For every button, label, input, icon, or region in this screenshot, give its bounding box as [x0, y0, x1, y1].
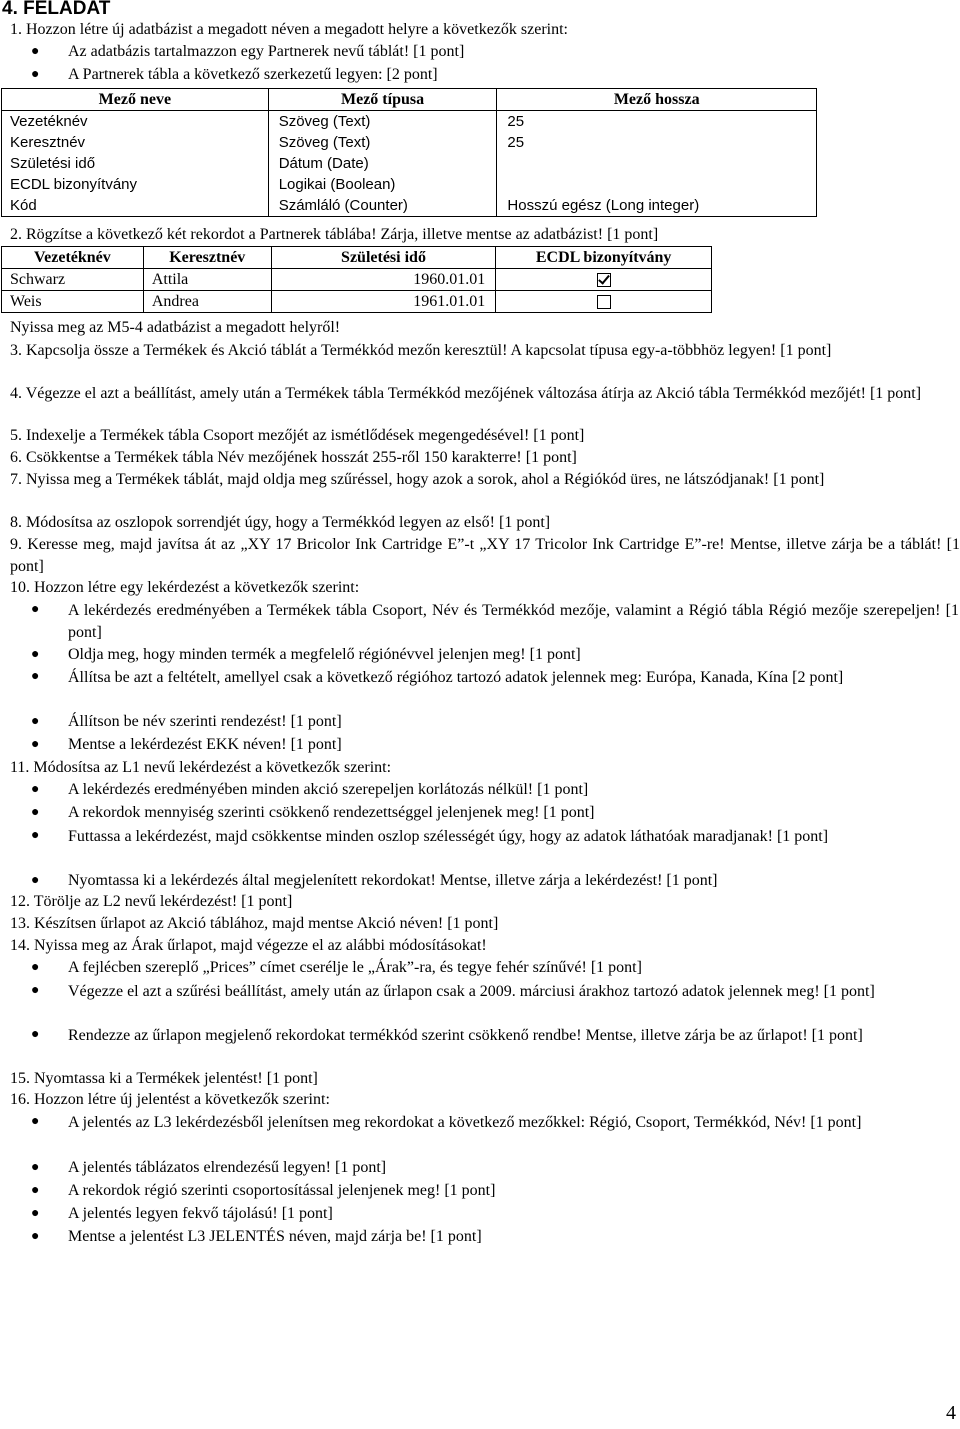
bullet-text: Állítson be név szerinti rendezést! [1 pont] — [68, 713, 342, 730]
bullet-text: Az adatbázis tartalmazzon egy Partnerek nevű táblát! [1 pont] — [68, 43, 465, 60]
item-5: 5. Indexelje a Termékek tábla Csoport mezőjét az ismétlődések megengedésével! [1 pont] — [10, 427, 585, 444]
bullet-text: A rekordok mennyiség szerinti csökkenő rendezettséggel jelenjenek meg! [1 pont] — [68, 804, 595, 821]
item-11: 11. Módosítsa az L1 nevű lekérdezést a következők szerint: — [10, 759, 392, 776]
bullet-text: Végezze el azt a szűrési beállítást, amely után az űrlapon csak a 2009. márciusi árakhoz tartozó adatok jelennek meg! [1 pont] — [68, 983, 875, 1000]
bullet-text: Mentse a jelentést L3 JELENTÉS néven, majd zárja be! [1 pont] — [68, 1228, 482, 1245]
field-type: Szöveg (Text) — [268, 132, 497, 153]
column-header: Mező típusa — [268, 89, 497, 111]
field-length: 25 — [497, 132, 817, 153]
bullet-text: Oldja meg, hogy minden termék a megfelelő régiónévvel jelenjen meg! [1 pont] — [68, 646, 581, 663]
bullet-icon: ● — [31, 1206, 40, 1221]
fields-table — [1, 88, 817, 217]
page-number: 4 — [946, 1402, 956, 1424]
bullet-icon: ● — [31, 828, 40, 843]
bullet-text: A Partnerek tábla a következő szerkezetű legyen: [2 pont] — [68, 66, 438, 83]
bullet-text: A jelentés táblázatos elrendezésű legyen! [1 pont] — [68, 1159, 387, 1176]
item-12: 12. Törölje az L2 nevű lekérdezést! [1 pont] — [10, 893, 293, 910]
checked-checkbox-icon — [597, 273, 611, 287]
ecdl-cell — [496, 269, 712, 291]
field-name: Születési idő — [2, 153, 269, 174]
unchecked-checkbox-icon — [597, 295, 611, 309]
bullet-text: A rekordok régió szerinti csoportosítással jelenjenek meg! [1 pont] — [68, 1182, 496, 1199]
field-type: Dátum (Date) — [268, 153, 497, 174]
item-8: 8. Módosítsa az oszlopok sorrendjét úgy, hogy a Termékkód legyen az első! [1 pont] — [10, 514, 551, 531]
field-type: Szöveg (Text) — [268, 111, 497, 133]
table-row — [2, 269, 712, 291]
field-name: ECDL bizonyítvány — [2, 174, 269, 195]
bullet-text: A jelentés legyen fekvő tájolású! [1 pont] — [68, 1205, 333, 1222]
bullet-icon: ● — [31, 602, 40, 617]
first-name-cell: Andrea — [143, 291, 271, 313]
item-4: 4. Végezze el azt a beállítást, amely után a Termékek tábla Termékkód mezőjének változása átírja az Akció tábla Termékkód mezőjét! [1 pont] — [10, 385, 922, 402]
item-6: 6. Csökkentse a Termékek tábla Név mezőjének hosszát 255-ről 150 karakterre! [1 pont] — [10, 449, 577, 466]
item-14: 14. Nyissa meg az Árak űrlapot, majd végezze el az alábbi módosításokat! — [10, 937, 487, 954]
open-database-note: Nyissa meg az M5-4 adatbázist a megadott helyről! — [10, 319, 341, 336]
field-length: 25 — [497, 111, 817, 133]
table-row — [2, 195, 817, 217]
item-2: 2. Rögzítse a következő két rekordot a Partnerek táblába! Zárja, illetve mentse az adatbázist! [1 pont] — [10, 226, 659, 243]
field-length — [497, 153, 817, 174]
table-header-row — [2, 89, 817, 111]
item-9: 9. Keresse meg, majd javítsa át az „XY 17 Bricolor Ink Cartridge E”-t „XY 17 Tricolor Ink Cartridge E”-re! Mentse, illetve zárja be a táblát! [1 pont] — [10, 536, 960, 575]
item-10: 10. Hozzon létre egy lekérdezést a következők szerint: — [10, 579, 360, 596]
bullet-text: A jelentés az L3 lekérdezésből jelenítsen meg rekordokat a következő mezőkkel: Régió, Csoport, Termékkód, Név! [1 pont] — [68, 1114, 862, 1131]
field-type: Számláló (Counter) — [268, 195, 497, 217]
field-length: Hosszú egész (Long integer) — [497, 195, 817, 217]
bullet-icon: ● — [31, 647, 40, 662]
bullet-icon: ● — [31, 1183, 40, 1198]
bullet-icon: ● — [31, 1027, 40, 1042]
records-table — [1, 246, 712, 313]
first-name-cell: Attila — [143, 269, 271, 291]
table-row — [2, 174, 817, 195]
bullet-text: Mentse a lekérdezést EKK néven! [1 pont] — [68, 736, 342, 753]
item-13: 13. Készítsen űrlapot az Akció táblához, majd mentse Akció néven! [1 pont] — [10, 915, 499, 932]
item-7: 7. Nyissa meg a Termékek táblát, majd oldja meg szűréssel, hogy azok a sorok, ahol a Régiókód üres, ne látszódjanak! [1 pont] — [10, 471, 825, 488]
ecdl-cell — [496, 291, 712, 313]
table-row — [2, 111, 817, 133]
column-header: Keresztnév — [143, 247, 271, 269]
birth-date-cell: 1960.01.01 — [271, 269, 496, 291]
table-row — [2, 132, 817, 153]
last-name-cell: Weis — [2, 291, 144, 313]
bullet-text: A fejlécben szereplő „Prices” címet cserélje le „Árak”-ra, és tegye fehér színűvé! [1 pont] — [68, 959, 642, 976]
table-row — [2, 291, 712, 313]
bullet-icon: ● — [31, 714, 40, 729]
item-16: 16. Hozzon létre új jelentést a következők szerint: — [10, 1091, 330, 1108]
bullet-icon: ● — [31, 44, 40, 59]
field-name: Vezetéknév — [2, 111, 269, 133]
field-length — [497, 174, 817, 195]
bullet-text: Nyomtassa ki a lekérdezés által megjelenített rekordokat! Mentse, illetve zárja a lekérdezést! [1 pont] — [68, 872, 718, 889]
column-header: Vezetéknév — [2, 247, 144, 269]
column-header: Mező neve — [2, 89, 269, 111]
task-heading: 4. FELADAT — [2, 0, 111, 19]
bullet-text: Állítsa be azt a feltételt, amellyel csak a következő régióhoz tartozó adatok jelennek meg: Európa, Kanada, Kína [2 pont] — [68, 669, 844, 686]
birth-date-cell: 1961.01.01 — [271, 291, 496, 313]
bullet-icon: ● — [31, 737, 40, 752]
bullet-icon: ● — [31, 1114, 40, 1129]
item-15: 15. Nyomtassa ki a Termékek jelentést! [1 pont] — [10, 1070, 318, 1087]
bullet-icon: ● — [31, 669, 40, 684]
bullet-icon: ● — [31, 782, 40, 797]
field-name: Keresztnév — [2, 132, 269, 153]
bullet-icon: ● — [31, 873, 40, 888]
column-header: ECDL bizonyítvány — [496, 247, 712, 269]
bullet-text: A lekérdezés eredményében minden akció szerepeljen korlátozás nélkül! [1 pont] — [68, 781, 589, 798]
table-header-row — [2, 247, 712, 269]
column-header: Mező hossza — [497, 89, 817, 111]
column-header: Születési idő — [271, 247, 496, 269]
bullet-text: A lekérdezés eredményében a Termékek tábla Csoport, Név és Termékkód mezője, valamint a Régió tábla Régió mezője szerepeljen! [1 pont] — [68, 602, 959, 641]
bullet-icon: ● — [31, 67, 40, 82]
last-name-cell: Schwarz — [2, 269, 144, 291]
bullet-text: Rendezze az űrlapon megjelenő rekordokat termékkód szerint csökkenő rendbe! Mentse, illetve zárja be az űrlapot! [1 pont] — [68, 1027, 863, 1044]
bullet-text: Futtassa a lekérdezést, majd csökkentse minden oszlop szélességét úgy, hogy az adatok láthatóak maradjanak! [1 pont] — [68, 828, 829, 845]
field-name: Kód — [2, 195, 269, 217]
item-3: 3. Kapcsolja össze a Termékek és Akció táblát a Termékkód mezőn keresztül! A kapcsolat típusa egy-a-többhöz legyen! [1 pont] — [10, 342, 832, 359]
item-1: 1. Hozzon létre új adatbázist a megadott néven a megadott helyre a következők szerint: — [10, 21, 568, 38]
bullet-icon: ● — [31, 805, 40, 820]
bullet-icon: ● — [31, 960, 40, 975]
bullet-icon: ● — [31, 1160, 40, 1175]
bullet-icon: ● — [31, 1229, 40, 1244]
table-row — [2, 153, 817, 174]
field-type: Logikai (Boolean) — [268, 174, 497, 195]
bullet-icon: ● — [31, 983, 40, 998]
